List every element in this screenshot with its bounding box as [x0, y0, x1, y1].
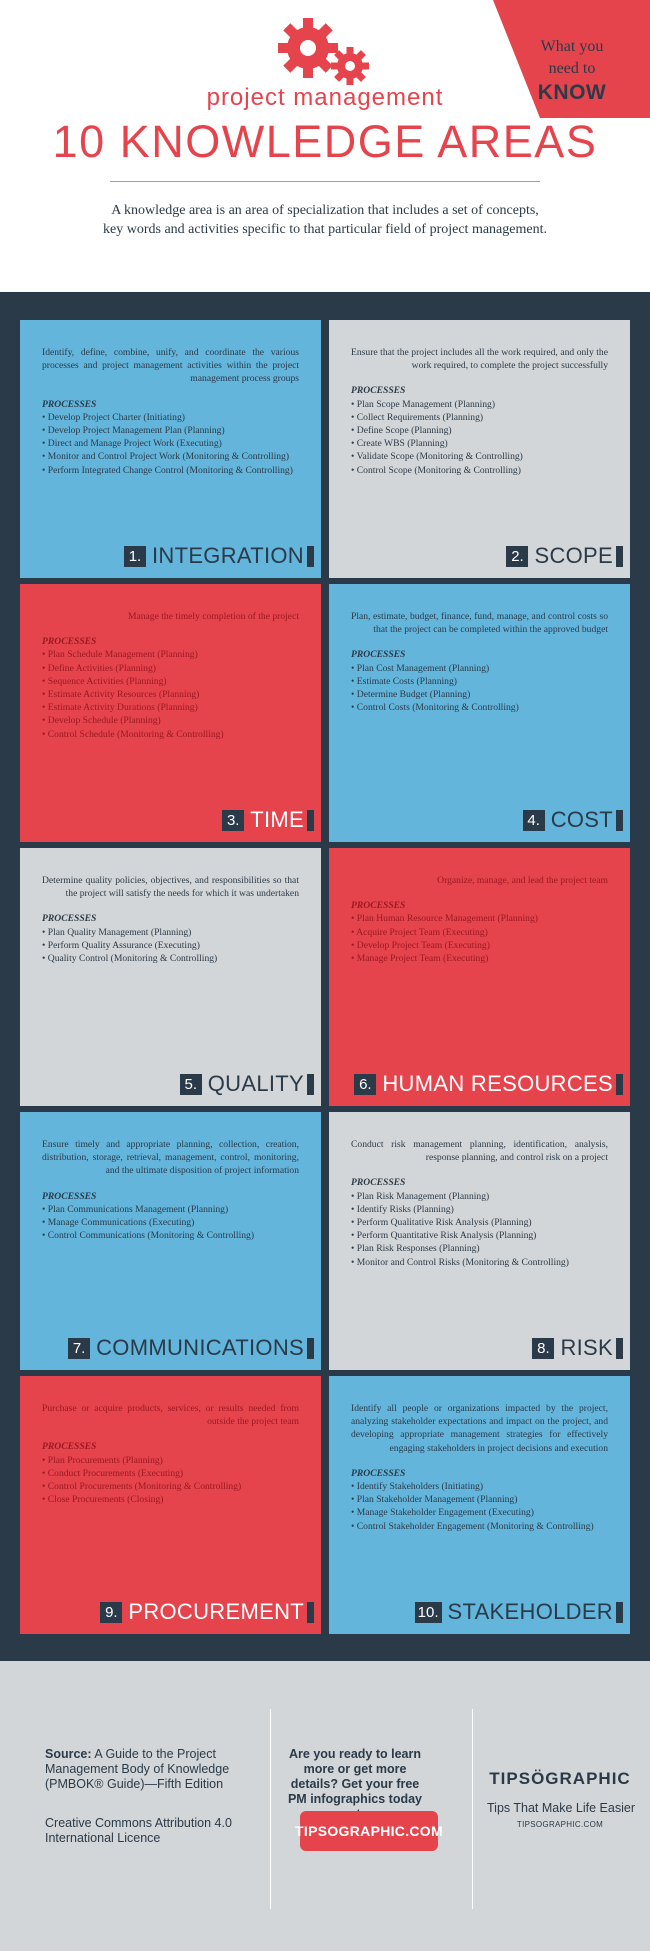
area-title [532, 1336, 623, 1360]
area-description: Identify all people or organizations impacted by the project, analyzing stakeholder expectations and impact on the project, and developing appropriate management strategies for effectively engaging stakeholders in project decisions and execution [351, 1403, 608, 1454]
area-name: SCOPE [534, 543, 613, 568]
process-list [351, 1480, 608, 1533]
process-item: • Sequence Activities (Planning) [42, 675, 299, 688]
knowledge-area-card [329, 1112, 630, 1370]
area-number: 1. [124, 546, 146, 567]
corner-line-2: need to [548, 60, 596, 77]
area-description: Plan, estimate, budget, finance, fund, manage, and control costs so that the project can be completed within the approved budget [351, 611, 608, 636]
process-item: • Manage Stakeholder Engagement (Executing) [351, 1506, 608, 1519]
knowledge-area-card [20, 584, 321, 842]
brand-url: TIPSOGRAPHIC.COM [516, 1820, 604, 1829]
processes-label: PROCESSES [42, 398, 97, 410]
process-item: • Collect Requirements (Planning) [351, 411, 608, 424]
title-end-bar [307, 546, 314, 567]
area-number: 6. [354, 1074, 376, 1095]
area-number: 8. [532, 1338, 554, 1359]
title-end-bar [616, 546, 623, 567]
process-item: • Control Procurements (Monitoring & Controlling) [42, 1480, 299, 1493]
area-name: HUMAN RESOURCES [382, 1071, 613, 1096]
process-item: • Plan Procurements (Planning) [42, 1454, 299, 1467]
process-item: • Perform Qualitative Risk Analysis (Planning) [351, 1216, 608, 1229]
process-item: • Control Schedule (Monitoring & Controlling) [42, 728, 299, 741]
process-item: • Estimate Activity Resources (Planning) [42, 688, 299, 701]
footer-divider [472, 1709, 473, 1909]
area-title [124, 544, 314, 568]
process-item: • Acquire Project Team (Executing) [351, 926, 608, 939]
process-item: • Develop Project Management Plan (Planning) [42, 424, 299, 437]
process-item: • Monitor and Control Project Work (Monitoring & Controlling) [42, 450, 299, 463]
title-divider [110, 181, 540, 182]
process-item: • Perform Quality Assurance (Executing) [42, 939, 299, 952]
process-item: • Identify Risks (Planning) [351, 1203, 608, 1216]
knowledge-area-card [329, 1376, 630, 1634]
area-number: 10. [415, 1602, 442, 1623]
processes-label: PROCESSES [42, 636, 97, 648]
process-list [351, 1190, 608, 1269]
processes-label: PROCESSES [42, 1190, 97, 1202]
process-item: • Close Procurements (Closing) [42, 1493, 299, 1506]
area-description: Ensure timely and appropriate planning, collection, creation, distribution, storage, retrieval, management, control, monitoring, and the ultimate disposition of project information [42, 1139, 299, 1177]
corner-line-1: What you [540, 38, 604, 55]
title-end-bar [307, 810, 314, 831]
process-item: • Define Activities (Planning) [42, 662, 299, 675]
process-item: • Perform Quantitative Risk Analysis (Planning) [351, 1229, 608, 1242]
area-number: 2. [506, 546, 528, 567]
knowledge-area-card [329, 848, 630, 1106]
area-title [68, 1336, 314, 1360]
area-name: PROCUREMENT [128, 1599, 304, 1624]
card-content [351, 1402, 608, 1533]
area-description: Purchase or acquire products, services, or results needed from outside the project team [42, 1403, 299, 1428]
card-content [351, 610, 608, 714]
process-item: • Identify Stakeholders (Initiating) [351, 1480, 608, 1493]
process-item: • Plan Risk Management (Planning) [351, 1190, 608, 1203]
area-description: Organize, manage, and lead the project team [437, 875, 608, 886]
area-title [415, 1600, 623, 1624]
process-item: • Develop Project Team (Executing) [351, 939, 608, 952]
license-text: Creative Commons Attribution 4.0 International Licence [45, 1816, 232, 1845]
knowledge-area-card [20, 848, 321, 1106]
area-title [100, 1600, 314, 1624]
processes-label: PROCESSES [42, 1441, 97, 1453]
process-item: • Direct and Manage Project Work (Executing) [42, 437, 299, 450]
footer-divider [270, 1709, 271, 1909]
cta-text: Are you ready to learn more or get more details? Get your free PM infographics today [287, 1747, 423, 1806]
source-citation [45, 1747, 260, 1792]
title-end-bar [616, 1602, 623, 1623]
card-content [351, 346, 608, 477]
process-item: • Estimate Costs (Planning) [351, 675, 608, 688]
process-item: • Create WBS (Planning) [351, 437, 608, 450]
area-number: 7. [68, 1338, 90, 1359]
area-number: 4. [523, 810, 545, 831]
area-description: Identify, define, combine, unify, and coordinate the various processes and project management activities within the project management process groups [42, 347, 299, 385]
process-item: • Plan Schedule Management (Planning) [42, 648, 299, 661]
area-number: 9. [100, 1602, 122, 1623]
area-name: STAKEHOLDER [447, 1599, 613, 1624]
processes-label: PROCESSES [351, 385, 406, 397]
area-name: QUALITY [207, 1071, 304, 1096]
area-description: Determine quality policies, objectives, and responsibilities so that the project will satisfy the needs for which it was undertaken [42, 875, 299, 900]
footer [0, 1661, 650, 1951]
process-item: • Control Stakeholder Engagement (Monitoring & Controlling) [351, 1520, 608, 1533]
brand-logo: TIPSÖGRAPHIC [489, 1769, 631, 1788]
area-title [506, 544, 623, 568]
card-content [351, 874, 608, 965]
area-title [354, 1072, 623, 1096]
process-item: • Control Scope (Monitoring & Controlling) [351, 464, 608, 477]
process-item: • Estimate Activity Durations (Planning) [42, 701, 299, 714]
process-item: • Quality Control (Monitoring & Controlling) [42, 952, 299, 965]
process-list [42, 411, 299, 477]
process-item: • Define Scope (Planning) [351, 424, 608, 437]
process-list [42, 1203, 299, 1243]
process-item: • Determine Budget (Planning) [351, 688, 608, 701]
process-item: • Develop Project Charter (Initiating) [42, 411, 299, 424]
area-name: TIME [250, 807, 304, 832]
tipsographic-link-button[interactable]: TIPSOGRAPHIC.COM [300, 1811, 438, 1851]
corner-line-3: KNOW [537, 81, 607, 104]
process-item: • Validate Scope (Monitoring & Controlling) [351, 450, 608, 463]
processes-label: PROCESSES [351, 1467, 406, 1479]
processes-label: PROCESSES [351, 649, 406, 661]
knowledge-area-card [20, 320, 321, 578]
title-end-bar [616, 810, 623, 831]
process-item: • Conduct Procurements (Executing) [42, 1467, 299, 1480]
area-description: Conduct risk management planning, identification, analysis, response planning, and control risk on a project [351, 1139, 608, 1164]
process-item: • Plan Communications Management (Planning) [42, 1203, 299, 1216]
title-end-bar [307, 1338, 314, 1359]
process-list [351, 912, 608, 965]
processes-label: PROCESSES [351, 900, 406, 912]
card-content [42, 1402, 299, 1506]
process-item: • Control Costs (Monitoring & Controlling) [351, 701, 608, 714]
card-content [42, 346, 299, 477]
area-number: 5. [180, 1074, 202, 1095]
card-content [42, 1138, 299, 1242]
area-name: COST [550, 807, 613, 832]
process-list [351, 398, 608, 477]
process-item: • Control Communications (Monitoring & Controlling) [42, 1229, 299, 1242]
area-description: Manage the timely completion of the project [127, 611, 299, 622]
area-title [523, 808, 623, 832]
process-list [42, 1454, 299, 1507]
page-title: 10 KNOWLEDGE AREAS [52, 116, 598, 167]
area-title [180, 1072, 314, 1096]
area-number: 3. [222, 810, 244, 831]
process-item: • Plan Quality Management (Planning) [42, 926, 299, 939]
process-item: • Manage Communications (Executing) [42, 1216, 299, 1229]
area-name: RISK [560, 1335, 613, 1360]
process-list [42, 926, 299, 966]
process-list [351, 662, 608, 715]
knowledge-area-card [20, 1376, 321, 1634]
process-item: • Manage Project Team (Executing) [351, 952, 608, 965]
title-end-bar [616, 1338, 623, 1359]
knowledge-area-card [329, 320, 630, 578]
source-label: Source: [45, 1747, 92, 1761]
process-item: • Plan Scope Management (Planning) [351, 398, 608, 411]
process-item: • Perform Integrated Change Control (Monitoring & Controlling) [42, 464, 299, 477]
process-item: • Plan Human Resource Management (Planning) [351, 912, 608, 925]
subtitle: project management [206, 84, 444, 111]
processes-label: PROCESSES [351, 1177, 406, 1189]
processes-label: PROCESSES [42, 913, 97, 925]
area-title [222, 808, 314, 832]
area-name: INTEGRATION [151, 543, 304, 568]
source-text: A Guide to the Project Management Body of Knowledge (PMBOK® Guide)—Fifth Edition [45, 1747, 230, 1791]
area-description: Ensure that the project includes all the work required, and only the work required, to complete the project successfully [351, 347, 608, 372]
process-list [42, 648, 299, 740]
knowledge-area-card [20, 1112, 321, 1370]
card-content [42, 874, 299, 965]
brand-tagline: Tips That Make Life Easier [487, 1801, 635, 1815]
process-item: • Monitor and Control Risks (Monitoring & Controlling) [351, 1256, 608, 1269]
intro-text: A knowledge area is an area of specialization that includes a set of concepts, key words and activities specific to that particular field of project management. [103, 203, 547, 237]
process-item: • Plan Risk Responses (Planning) [351, 1242, 608, 1255]
header [0, 0, 650, 292]
knowledge-area-card [329, 584, 630, 842]
area-name: COMMUNICATIONS [96, 1335, 304, 1360]
title-end-bar [616, 1074, 623, 1095]
process-item: • Develop Schedule (Planning) [42, 714, 299, 727]
title-end-bar [307, 1074, 314, 1095]
card-content [42, 610, 299, 741]
title-end-bar [307, 1602, 314, 1623]
process-item: • Plan Cost Management (Planning) [351, 662, 608, 675]
card-content [351, 1138, 608, 1269]
process-item: • Plan Stakeholder Management (Planning) [351, 1493, 608, 1506]
gears-icon [275, 14, 375, 86]
